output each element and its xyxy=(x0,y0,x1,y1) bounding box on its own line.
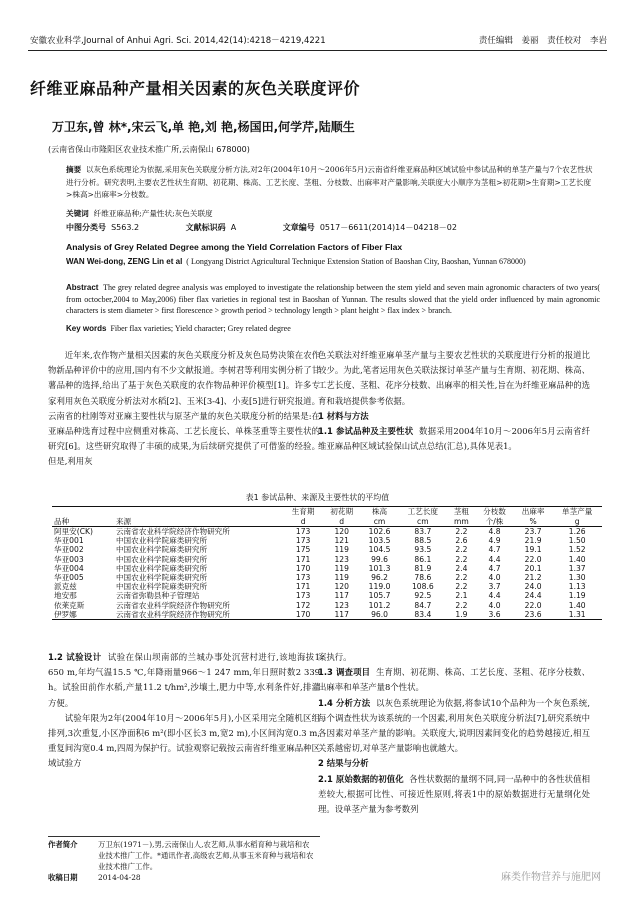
table-cell: 78.6 xyxy=(414,573,432,583)
table-cell: 1.30 xyxy=(568,573,586,583)
section-2-1-heading: 2.1 原始数据的初值化 xyxy=(318,773,404,784)
section-1-3-heading: 1.3 调查项目 xyxy=(318,667,371,678)
doc-value: A xyxy=(230,223,237,232)
english-keywords-text: Fiber flax varieties; Yield character; Grey related degree xyxy=(110,324,291,333)
table-cell: 93.5 xyxy=(414,545,432,555)
table-cell: 108.6 xyxy=(411,582,434,592)
table-cell: 20.1 xyxy=(524,563,542,573)
table-cell: 2.1 xyxy=(455,591,468,601)
keywords-cn xyxy=(66,208,213,219)
table-cell: 88.5 xyxy=(414,536,432,546)
table-cell: 4.0 xyxy=(488,573,501,583)
section-1-3-text: 生育期、初花期、株高、工艺长度、茎粗、花序分枝数、出麻率和单茎产量8个性状。 xyxy=(318,667,590,693)
table-header-cell: 工艺长度 xyxy=(398,507,448,517)
table-cell: 3.7 xyxy=(488,582,501,592)
table-cell: 172 xyxy=(295,600,311,610)
editor-label: 责任编辑 xyxy=(478,36,513,46)
table-header-cell: 分枝数 xyxy=(475,507,514,517)
table-cell: 2.6 xyxy=(455,536,468,546)
section-1-4-heading: 1.4 分析方法 xyxy=(318,697,371,708)
table-cell: 121 xyxy=(334,536,349,546)
paper-affiliation: (云南省保山市隆阳区农业技术推广所,云南保山 678000) xyxy=(48,145,250,154)
table-cell: 4.8 xyxy=(488,527,501,536)
section-1-2-text-2: 试验年限为2年(2004年10月～2006年5月),小区采用完全随机区组排列,3次重复,小区净面积6 m²(即小区长3 m,宽2 m),小区间沟宽0.3 m,重复间沟宽0.4 m,四周为保护行。试验观察记载按云南省纤维亚麻品种区域试验方 xyxy=(48,712,320,769)
table-cell: 2.2 xyxy=(455,554,468,564)
table-cell: 101.2 xyxy=(368,600,391,610)
table-cell: 1.9 xyxy=(448,610,476,620)
table-row xyxy=(52,555,602,564)
paper-authors: 万卫东,曾 林*,宋云飞,单 艳,刘 艳,杨国田,何学芹,陆顺生 xyxy=(52,120,355,134)
table-cell: 1.50 xyxy=(568,536,586,546)
table-cell: 170 xyxy=(284,610,323,620)
table-header-unit-cell: % xyxy=(514,517,553,527)
table-cell: 1.13 xyxy=(568,582,586,592)
table-cell: 1.19 xyxy=(568,591,586,601)
english-keywords xyxy=(66,324,291,333)
english-title: Analysis of Grey Related Degree among the Yield Correlation Factors of Fiber Flax xyxy=(66,242,403,252)
english-keywords-label: Key words xyxy=(66,324,107,333)
section-2-heading: 2 结果与分析 xyxy=(318,758,369,769)
table-cell: 2.2 xyxy=(455,527,468,536)
editor-name: 姜丽 xyxy=(521,36,539,46)
author-bio-text: 万卫东(1971－),男,云南保山人,农艺师,从事水稻育种与栽培和农业技术推广工作。*通讯作者,高级农艺师,从事玉米育种与栽培和农业技术推广工作。 xyxy=(98,840,314,871)
table-cell: 117 xyxy=(322,610,361,620)
table-cell: 1.31 xyxy=(552,610,602,620)
table-row xyxy=(52,545,602,554)
table-cell: 175 xyxy=(295,545,311,555)
table-cell: 22.0 xyxy=(524,554,542,564)
table-cell: 4.9 xyxy=(488,536,501,546)
table-cell: 170 xyxy=(295,563,311,573)
table-row xyxy=(52,573,602,582)
table-cell: 中国农业科学院麻类研究所 xyxy=(115,536,208,546)
table-cell: 84.7 xyxy=(414,600,432,610)
table-cell: 83.4 xyxy=(398,610,448,620)
table-cell: 23.6 xyxy=(514,610,553,620)
table-header-unit-cell: 个/株 xyxy=(475,517,514,527)
table-header-row-units xyxy=(52,517,602,527)
abstract-cn-label: 摘要 xyxy=(66,165,82,174)
table-cell: 173 xyxy=(295,527,311,536)
section-2-1-text: 各性状数据的量纲不同,同一品种中的各性状值相差较大,根据可比性、可接近性原则,将表1中的原始数据进行无量纲化处理。设单茎产量为参考数列 xyxy=(318,773,590,815)
table-cell: 24.0 xyxy=(524,582,542,592)
table-cell: 119 xyxy=(334,545,349,555)
intro-paragraph: 近年来,农作物产量相关因素的灰色关联度分析及灰色局势决策在农作物新品种评价中的应用,国内有不少文献报道。李树君等利用实例分析了甘薯品种的选择,给出了基于灰色关联度的农作物品种评价模型[1]。许多专家利用灰色关联度分析法对水稻[2]、玉米[3-4]、小麦[5]进行研究报道。云南省的杜刚等对亚麻主要性状与原茎产量的灰色关联度分析的结果是:在亚麻品种选育过程中应侧重对株高、工艺长度长、单株茎重等主要性状的研究[6]。这些研究取得了丰硕的成果,为后续研究提供了可借鉴的经验。但是,利用灰 xyxy=(48,350,320,467)
table-cell: 2.4 xyxy=(455,563,468,573)
table-cell: 阿里安(CK) xyxy=(54,527,93,536)
section-1-4-text: 以灰色系统理论为依据,将参试10个品种为一个灰色系统,每个调查性状为该系统的一个因素,利用灰色关联度分析法[7],研究系统中各因素对单茎产量的影响。关联度大,说明因素间变化的趋势越接近,相互关系越密切,对单茎产量影响也就越大。 xyxy=(318,697,590,754)
table-cell: 华亚004 xyxy=(54,563,84,573)
section-1-2-text: 试验在保山坝南部的兰城办事处沉营村进行,该地海拔1 650 m,年均气温15.5 ℃,年降雨量966～1 247 mm,年日照时数2 339 h。试验田前作水稻,产量11.2 t/hm²,沙壤土,肥力中等,水利条件好,排灌方便。 xyxy=(48,652,320,708)
table-cell: 云南省弥勒县种子管理站 xyxy=(115,591,200,601)
table-header-unit-cell: g xyxy=(552,517,602,527)
table-cell: 华亚002 xyxy=(54,545,84,555)
table-header-cell: 初花期 xyxy=(322,507,361,517)
author-bio-label: 作者简介 xyxy=(48,840,78,849)
table-cell: 171 xyxy=(295,582,311,592)
table-cell: 中国农业科学院麻类研究所 xyxy=(115,554,208,564)
table-cell: 1.26 xyxy=(568,527,586,536)
table-cell: 173 xyxy=(295,536,311,546)
table-cell: 2.2 xyxy=(455,573,468,583)
header-rule xyxy=(28,50,607,51)
table-cell: 伊罗娜 xyxy=(52,610,114,620)
editor-info xyxy=(473,34,607,46)
table-header-cell: 茎粗 xyxy=(448,507,476,517)
table-cell: 23.7 xyxy=(524,527,542,536)
footer-rule xyxy=(48,836,320,837)
clc-label: 中图分类号 xyxy=(66,223,106,232)
clc-value: S563.2 xyxy=(111,223,140,232)
table-cell: 171 xyxy=(295,554,311,564)
english-abstract-label: Abstract xyxy=(66,283,99,292)
table-cell: 120 xyxy=(334,527,349,536)
table-cell: 2.2 xyxy=(455,545,468,555)
table-cell: 中国农业科学院麻类研究所 xyxy=(115,563,208,573)
intro-right-column xyxy=(318,348,590,454)
intro-paragraph-continued: 色关联法对纤维亚麻单茎产量与主要农艺性状的关联度进行分析的报道比较少。为此,笔者运用灰色关联法探讨单茎产量与生育期、初花期、株高、工艺长度、茎粗、花序分枝数、出麻率的相关性,旨在为纤维亚麻品种的选育和栽培提供参考依据。 xyxy=(318,350,590,406)
table-cell: 4.4 xyxy=(488,591,501,601)
table-cell: 华亚005 xyxy=(54,573,84,583)
proof-label: 责任校对 xyxy=(547,36,582,46)
classification-line xyxy=(66,222,501,233)
table-header-cell xyxy=(52,507,114,517)
footnote xyxy=(48,839,320,883)
table-cell: 102.6 xyxy=(368,527,391,536)
abstract-cn-text: 以灰色系统理论为依据,采用灰色关联度分析方法,对2年(2004年10月～2006年5月)云南省纤维亚麻品种区域试验中参试品种的单茎产量与7个农艺性状进行分析。研究表明,主要农艺性状生育期、初花期、株高、工艺长度、茎粗、分枝数、出麻率对产量影响,关联度大小顺序为茎粗>初花期>生育期>工艺长度>株高>出麻率>分枝数。 xyxy=(66,165,593,199)
table-cell: 地安那 xyxy=(54,591,77,601)
table-cell: 21.9 xyxy=(524,536,542,546)
table-cell: 依莱克斯 xyxy=(54,600,85,610)
intro-left-column xyxy=(48,348,320,470)
table-row xyxy=(52,564,602,573)
table-cell: 1.37 xyxy=(568,563,586,573)
table-row xyxy=(52,610,602,620)
table-header-row-units-top xyxy=(52,507,602,517)
keywords-cn-label: 关键词 xyxy=(66,209,89,218)
methods-right-column xyxy=(318,650,590,817)
table-header-unit-cell: d xyxy=(322,517,361,527)
proof-name: 李岩 xyxy=(589,36,607,46)
table-header-unit-cell: d xyxy=(284,517,323,527)
table-cell: 83.7 xyxy=(414,527,432,536)
table-row xyxy=(52,527,602,537)
table-cell: 派克兹 xyxy=(54,582,77,592)
english-authors xyxy=(66,256,596,267)
english-affiliation: ( Longyang District Agricultural Technique Extension Station of Baoshan City, Baoshan, Yunnan 678000) xyxy=(186,257,526,266)
table-row xyxy=(52,601,602,610)
table-cell: 22.0 xyxy=(524,600,542,610)
table-cell: 173 xyxy=(295,573,311,583)
section-1-1-heading: 1.1 参试品种及主要性状 xyxy=(318,426,414,437)
table-cell: 4.4 xyxy=(488,554,501,564)
methods-left-column xyxy=(48,650,320,772)
english-abstract xyxy=(66,282,600,317)
section-1-heading: 1 材料与方法 xyxy=(318,410,369,421)
table-header-cell xyxy=(114,507,284,517)
table-cell: 96.2 xyxy=(371,573,388,583)
table-cell: 云南省农业科学院经济作物研究所 xyxy=(114,610,284,620)
keywords-cn-text: 纤维亚麻品种;产量性状;灰色关联度 xyxy=(93,209,213,218)
table-cell: 119.0 xyxy=(368,582,391,592)
table-cell: 4.0 xyxy=(488,600,501,610)
table-header-unit-cell: cm xyxy=(361,517,398,527)
table-cell: 103.5 xyxy=(368,536,391,546)
paper-title: 纤维亚麻品种产量相关因素的灰色关联度评价 xyxy=(30,79,361,98)
english-author-names: WAN Wei-dong, ZENG Lin et al xyxy=(66,257,183,266)
table-cell: 3.6 xyxy=(475,610,514,620)
table-header-cell: 株高 xyxy=(361,507,398,517)
section-1-2-continued: 案执行。 xyxy=(318,652,352,662)
art-label: 文章编号 xyxy=(282,223,315,232)
table-cell: 华亚001 xyxy=(54,536,84,546)
received-date-label: 收稿日期 xyxy=(48,873,78,882)
table-cell: 105.7 xyxy=(368,591,391,601)
section-1-1-text: 数据采用2004年10月～2006年5月云南省纤维亚麻品种区域试验保山试点总结(汇总),具体见表1。 xyxy=(318,426,590,452)
table-cell: 19.1 xyxy=(524,545,542,555)
table-cell: 2.2 xyxy=(455,582,468,592)
table-cell: 云南省农业科学院经济作物研究所 xyxy=(115,527,230,536)
table-cell: 华亚003 xyxy=(54,554,84,564)
table-cell: 云南省农业科学院经济作物研究所 xyxy=(115,600,230,610)
received-date: 2014-04-28 xyxy=(98,873,141,882)
table-cell: 1.40 xyxy=(568,600,586,610)
table-cell: 99.6 xyxy=(371,554,388,564)
table-row xyxy=(52,591,602,600)
table-header-cell: 单茎产量 xyxy=(552,507,602,517)
table-cell: 92.5 xyxy=(414,591,432,601)
table-cell: 86.1 xyxy=(414,554,432,564)
abstract-cn xyxy=(66,164,596,202)
table-caption: 表1 参试品种、来源及主要性状的平均值 xyxy=(245,493,390,502)
table-cell: 96.0 xyxy=(361,610,398,620)
table-cell: 24.4 xyxy=(524,591,542,601)
english-abstract-text: The grey related degree analysis was employed to investigate the relationship between the stem yield and seven main agronomic characters of two years( from octocber,2004 to May,2006) fiber flax varieties in regional test in Baoshan of Yunnan. The results slowed that the yield order influenced by main agronomic characters is stem diameter > first florescence > growth period > technology length > plant height > flax index > branch. xyxy=(66,283,600,315)
table-cell: 中国农业科学院麻类研究所 xyxy=(115,582,208,592)
table-cell: 中国农业科学院麻类研究所 xyxy=(115,545,208,555)
table-cell: 4.7 xyxy=(488,545,501,555)
table-cell: 104.5 xyxy=(368,545,391,555)
table-cell: 123 xyxy=(334,600,349,610)
table-cell: 1.40 xyxy=(568,554,586,564)
table-cell: 4.7 xyxy=(488,563,501,573)
journal-citation: 安徽农业科学,Journal of Anhui Agri. Sci. 2014,42(14):4218－4219,4221 xyxy=(30,36,326,46)
table-cell: 117 xyxy=(334,591,349,601)
section-1-2-heading: 1.2 试验设计 xyxy=(48,652,102,662)
table-header-cell: 生育期 xyxy=(284,507,323,517)
table-cell: 中国农业科学院麻类研究所 xyxy=(115,573,208,583)
table-cell: 101.3 xyxy=(368,563,391,573)
table-cell: 119 xyxy=(334,563,349,573)
table-cell: 123 xyxy=(334,554,349,564)
table-header-unit-cell: mm xyxy=(448,517,476,527)
table-header-cell: 出麻率 xyxy=(514,507,553,517)
data-table xyxy=(52,506,602,620)
table-header-unit-cell: cm xyxy=(398,517,448,527)
site-watermark: 麻类作物营养与施肥网 xyxy=(501,872,601,883)
table-header-unit-cell: 品种 xyxy=(52,517,114,527)
table-cell: 120 xyxy=(334,582,349,592)
table-cell: 21.2 xyxy=(524,573,542,583)
table-cell: 173 xyxy=(295,591,311,601)
art-value: 0517－6611(2014)14－04218－02 xyxy=(319,223,457,232)
table-cell: 81.9 xyxy=(414,563,432,573)
doc-label: 文献标识码 xyxy=(185,223,226,232)
table-cell: 2.2 xyxy=(455,600,468,610)
table-cell: 119 xyxy=(334,573,349,583)
table-header-unit-cell: 来源 xyxy=(114,517,284,527)
table-cell: 1.52 xyxy=(568,545,586,555)
